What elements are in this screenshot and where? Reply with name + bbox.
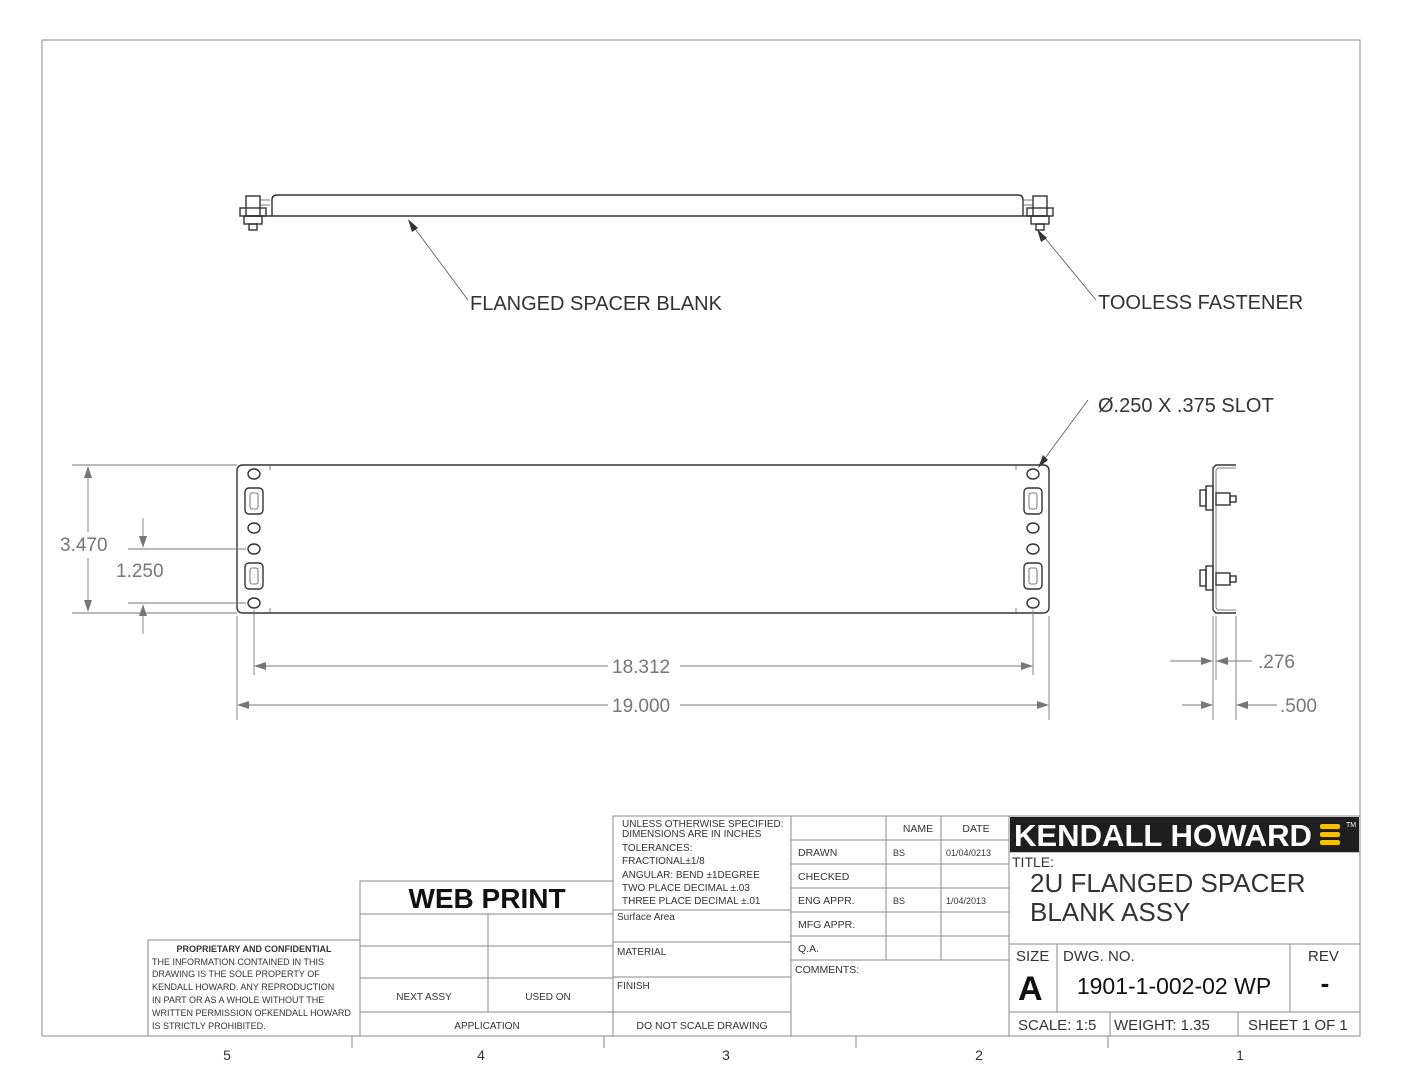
front-view [237,400,1088,613]
weight-value: WEIGHT: 1.35 [1114,1017,1210,1034]
web-print-stamp: WEB PRINT [408,883,566,914]
spec-line: TOLERANCES: [622,843,693,854]
zone-number: 2 [975,1047,983,1063]
row-eng-appr-date: 1/04/2013 [946,896,987,906]
spec-line: TWO PLACE DECIMAL ±.03 [622,883,750,894]
row-drawn-name: BS [893,848,906,858]
side-fastener-lower [1200,566,1236,590]
dwg-no-value: 1901-1-002-02 WP [1076,973,1272,999]
row-drawn-date: 01/04/0213 [946,848,992,858]
company-logo-text: KENDALL HOWARD [1014,818,1312,853]
zone-number: 5 [223,1047,231,1063]
spec-line: THREE PLACE DECIMAL ±.01 [622,896,761,907]
finish-label: FINISH [617,981,650,992]
row-eng-appr-name: BS [893,896,906,906]
do-not-scale-label: DO NOT SCALE DRAWING [636,1020,768,1032]
fastener-left [240,196,270,230]
callout-slot: Ø.250 X .375 SLOT [1098,395,1274,417]
row-eng-appr-label: ENG APPR. [798,895,855,907]
spec-line: DIMENSIONS ARE IN INCHES [622,829,762,840]
comments-label: COMMENTS: [795,964,860,976]
surface-area-label: Surface Area [617,912,675,923]
spec-line: ANGULAR: BEND ±1DEGREE [622,870,760,881]
next-assy-label: NEXT ASSY [396,992,452,1003]
size-label: SIZE [1016,948,1050,965]
spec-line: FRACTIONAL±1/8 [622,856,705,867]
proprietary-line: DRAWING IS THE SOLE PROPERTY OF [152,969,320,979]
top-view [240,195,1096,300]
drawing-title-line1: 2U FLANGED SPACER [1030,868,1306,898]
left-mounting-holes [245,469,263,608]
dim-flange-label: .276 [1258,652,1295,673]
size-value: A [1018,970,1043,1008]
col-name-header: NAME [902,823,934,835]
side-view [1170,465,1277,720]
callout-flanged-blank: FLANGED SPACER BLANK [470,293,722,315]
drawing-title-line2: BLANK ASSY [1030,897,1191,927]
proprietary-line: IS STRICTLY PROHIBITED. [152,1021,266,1031]
material-label: MATERIAL [617,947,667,958]
side-fastener-upper [1200,486,1236,510]
zone-number: 3 [722,1047,730,1063]
dim-depth-label: .500 [1280,696,1317,717]
row-drawn-label: DRAWN [798,847,838,859]
application-label: APPLICATION [454,1021,520,1032]
row-qa-label: Q.A. [798,943,820,955]
spec-line: UNLESS OTHERWISE SPECIFIED: [622,819,784,830]
fastener-right [1023,196,1053,230]
row-mfg-appr-label: MFG APPR. [798,919,856,931]
proprietary-line: IN PART OR AS A WHOLE WITHOUT THE [152,995,325,1005]
proprietary-title: PROPRIETARY AND CONFIDENTIAL [176,944,332,954]
logo-mark-icon [1320,824,1340,845]
right-mounting-holes [1024,469,1042,608]
proprietary-line: WRITTEN PERMISSION OFKENDALL HOWARD [152,1008,351,1018]
dwg-no-label: DWG. NO. [1063,948,1135,965]
dim-overall-width-label: 19.000 [612,696,671,717]
title-label: TITLE: [1012,854,1055,870]
rev-value: - [1320,968,1330,998]
row-checked-label: CHECKED [798,871,850,883]
trademark-mark: TM [1346,822,1357,829]
scale-value: SCALE: 1:5 [1018,1017,1097,1034]
dim-spacing-label: 1.250 [116,561,164,582]
sheet-value: SHEET 1 OF 1 [1248,1017,1348,1034]
callout-tooless-fastener: TOOLESS FASTENER [1098,292,1304,314]
dim-inner-width-label: 18.312 [612,657,671,678]
used-on-label: USED ON [525,992,571,1003]
col-date-header: DATE [962,823,990,835]
dim-height-label: 3.470 [60,535,108,556]
proprietary-line: THE INFORMATION CONTAINED IN THIS [152,957,325,967]
zone-number: 4 [477,1047,485,1063]
rev-label: REV [1308,948,1339,965]
zone-number: 1 [1236,1047,1244,1063]
proprietary-line: KENDALL HOWARD. ANY REPRODUCTION [152,982,335,992]
